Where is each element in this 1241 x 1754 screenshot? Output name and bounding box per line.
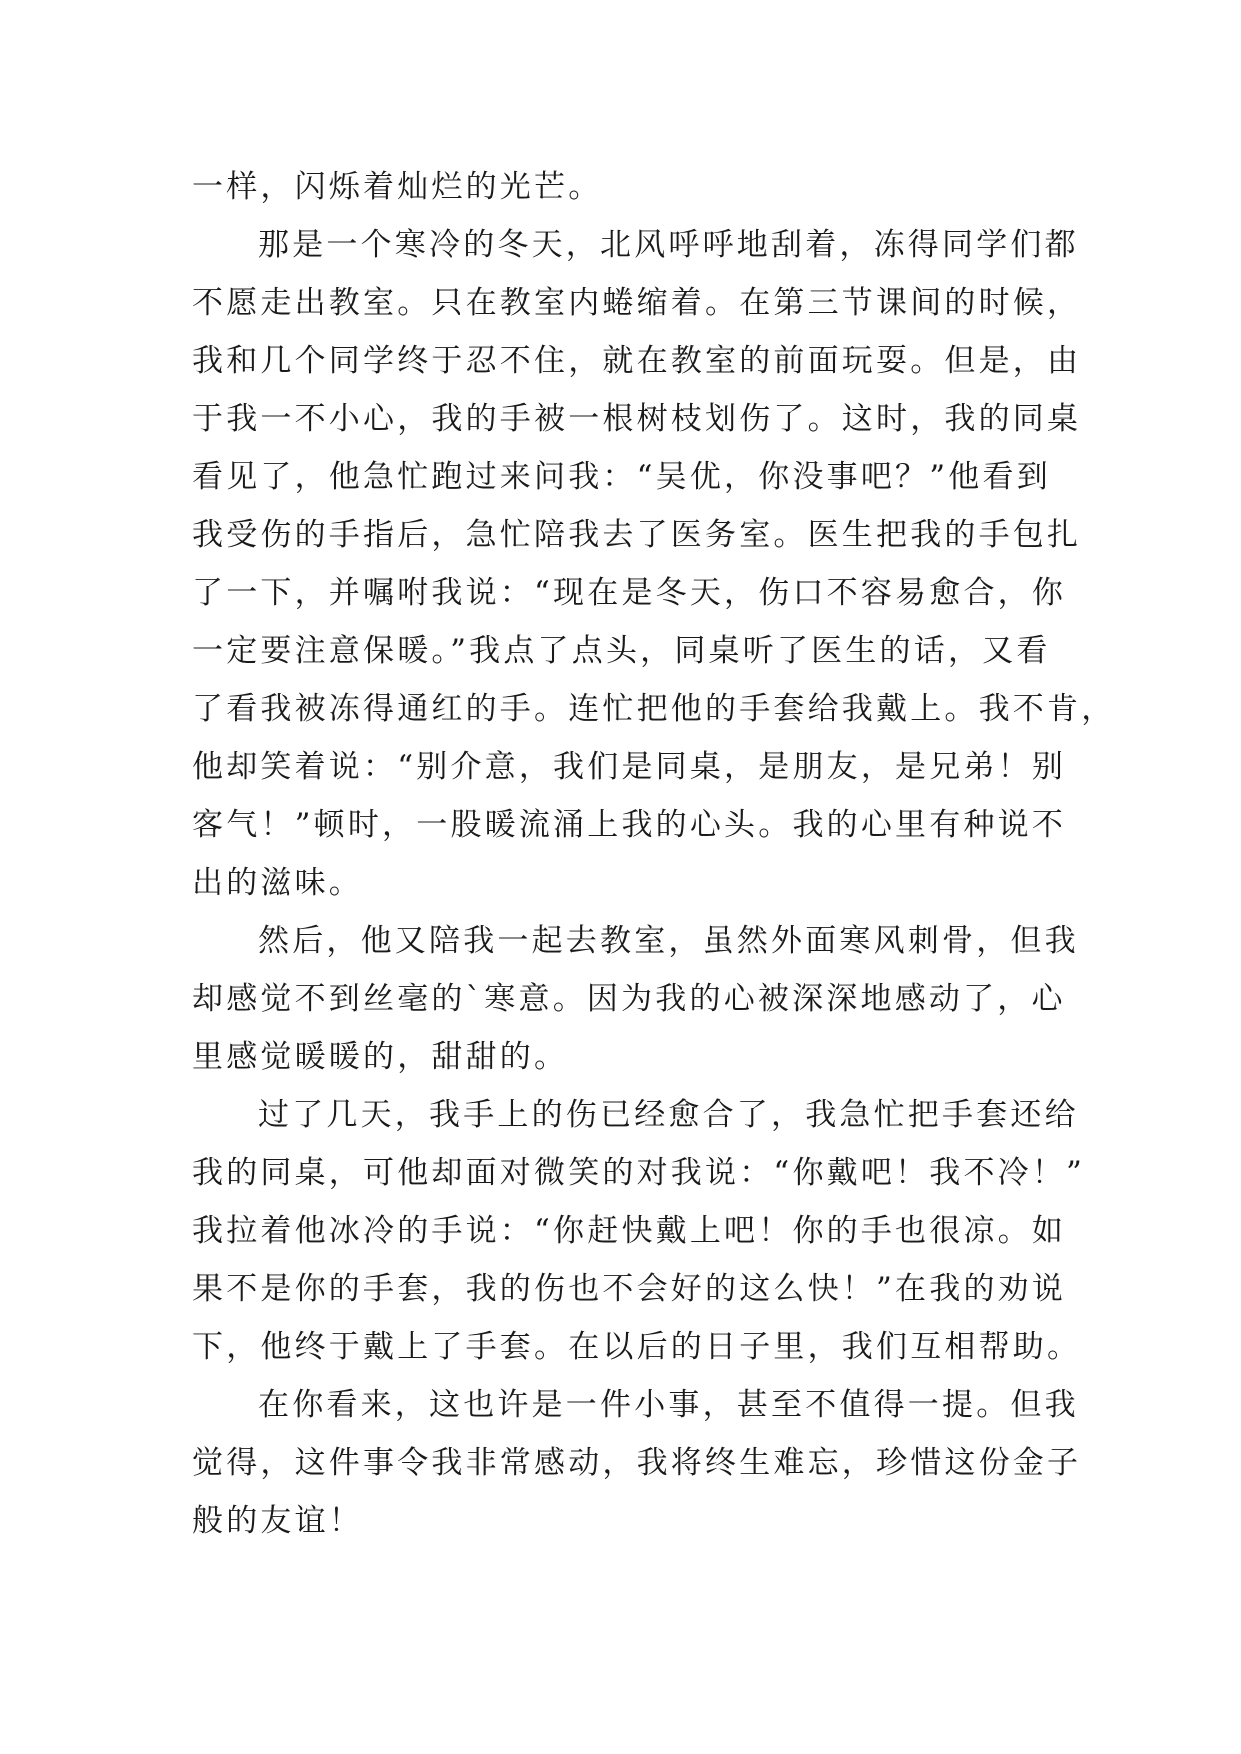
essay-body: [192, 158, 1116, 1550]
text-line: 一定要注意保暖。”我点了点头，同桌听了医生的话，又看: [192, 633, 1051, 669]
text-line: 了一下，并嘱咐我说：“现在是冬天，伤口不容易愈合，你: [192, 575, 1067, 611]
text-line: 果不是你的手套，我的伤也不会好的这么快！”在我的劝说: [192, 1271, 1067, 1307]
text-line: 里感觉暖暖的，甜甜的。: [192, 1039, 569, 1075]
text-line: 我和几个同学终于忍不住，就在教室的前面玩耍。但是，由: [192, 343, 1082, 379]
text-line: 客气！”顿时，一股暖流涌上我的心头。我的心里有种说不: [192, 807, 1067, 843]
text-line: 我受伤的手指后，急忙陪我去了医务室。医生把我的手包扎: [192, 517, 1082, 553]
paragraph-first-line: 过了几天，我手上的伤已经愈合了，我急忙把手套还给: [258, 1097, 1079, 1133]
text-line: 我的同桌，可他却面对微笑的对我说：“你戴吧！我不冷！”: [192, 1155, 1086, 1191]
text-line: 了看我被冻得通红的手。连忙把他的手套给我戴上。我不肯，: [192, 691, 1116, 727]
text-line: 下，他终于戴上了手套。在以后的日子里，我们互相帮助。: [192, 1329, 1082, 1365]
text-line: 却感觉不到丝毫的`寒意。因为我的心被深深地感动了，心: [192, 981, 1066, 1017]
paragraph-first-line: 那是一个寒冷的冬天，北风呼呼地刮着，冻得同学们都: [258, 227, 1079, 263]
paragraph-first-line: 在你看来，这也许是一件小事，甚至不值得一提。但我: [258, 1387, 1079, 1423]
paragraph-first-line: 然后，他又陪我一起去教室，虽然外面寒风刺骨，但我: [258, 923, 1079, 959]
text-line: 于我一不小心，我的手被一根树枝划伤了。这时，我的同桌: [192, 401, 1082, 437]
text-line: 他却笑着说：“别介意，我们是同桌，是朋友，是兄弟！别: [192, 749, 1067, 785]
text-line: 我拉着他冰冷的手说：“你赶快戴上吧！你的手也很凉。如: [192, 1213, 1067, 1249]
text-line: 觉得，这件事令我非常感动，我将终生难忘，珍惜这份金子: [192, 1445, 1082, 1481]
text-line: 一样，闪烁着灿烂的光芒。: [192, 169, 603, 205]
text-line: 不愿走出教室。只在教室内蜷缩着。在第三节课间的时候，: [192, 285, 1082, 321]
text-line: 般的友谊！: [192, 1503, 363, 1539]
text-line: 出的滋味。: [192, 865, 363, 901]
text-line: 看见了，他急忙跑过来问我：“吴优，你没事吧？”他看到: [192, 459, 1051, 495]
